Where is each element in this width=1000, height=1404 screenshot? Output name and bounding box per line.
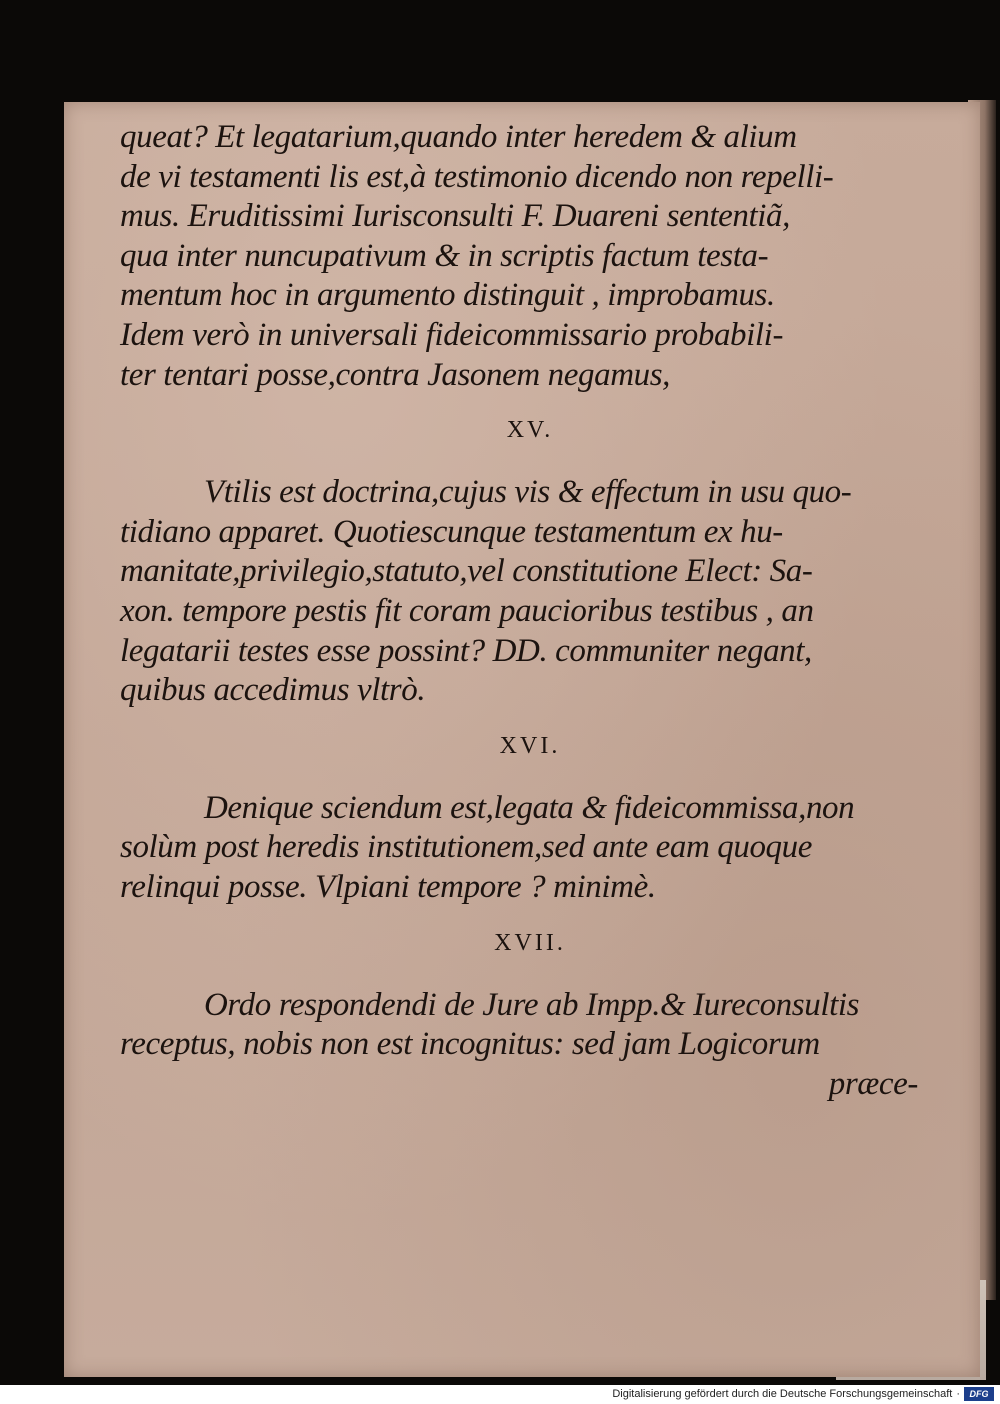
digitization-footer bbox=[0, 1385, 1000, 1404]
text-line: Ordo respondendi de Jure ab Impp.& Iureconsultis bbox=[204, 986, 860, 1023]
text-line: Idem verò in universali fideicommissario probabili- bbox=[120, 316, 784, 353]
page-text bbox=[120, 118, 940, 1104]
text-line: manitate,privilegio,statuto,vel constitutione Elect: Sa- bbox=[120, 553, 813, 590]
section-heading-xvi: XVI. bbox=[499, 732, 561, 759]
text-line: quibus accedimus vltrò. bbox=[120, 672, 426, 709]
paragraph-xv bbox=[120, 473, 940, 711]
text-line: mentum hoc in argumento distinguit , improbamus. bbox=[120, 277, 775, 314]
text-line: xon. tempore pestis fit coram paucioribus testibus , an bbox=[120, 592, 814, 629]
text-line: qua inter nuncupativum & in scriptis factum testa- bbox=[120, 237, 769, 274]
section-heading-xv: XV. bbox=[506, 417, 554, 444]
text-line: Denique sciendum est,legata & fideicommissa,non bbox=[204, 789, 855, 826]
text-line: queat? Et legatarium,quando inter heredem & alium bbox=[120, 119, 797, 155]
text-line: legatarii testes esse possint? DD. communiter negant, bbox=[120, 632, 812, 669]
text-line: solùm post heredis institutionem,sed ante eam quoque bbox=[120, 829, 812, 866]
paragraph-continued bbox=[120, 118, 940, 395]
paragraph-xvii bbox=[120, 986, 940, 1105]
section-heading-xvii: XVII. bbox=[494, 929, 566, 956]
text-line: de vi testamenti lis est,à testimonio dicendo non repelli- bbox=[120, 158, 834, 195]
text-line: tidiano apparet. Quotiescunque testamentum ex hu- bbox=[120, 513, 783, 550]
dfg-logo-icon: DFG bbox=[964, 1387, 994, 1401]
text-line: mus. Eruditissimi Iurisconsulti F. Duareni sententiã, bbox=[120, 198, 790, 235]
paragraph-xvi bbox=[120, 789, 940, 908]
text-line: ter tentari posse,contra Jasonem negamus, bbox=[120, 356, 671, 393]
funding-notice: Digitalisierung gefördert durch die Deutsche Forschungsgemeinschaft bbox=[612, 1388, 953, 1400]
text-line: relinqui posse. Vlpiani tempore ? minimè. bbox=[120, 868, 656, 905]
text-line: receptus, nobis non est incognitus: sed jam Logicorum bbox=[120, 1026, 820, 1063]
text-line: Vtilis est doctrina,cujus vis & effectum in usu quo- bbox=[204, 474, 852, 511]
catchword: præce- bbox=[828, 1065, 918, 1102]
footer-separator: · bbox=[956, 1388, 960, 1400]
